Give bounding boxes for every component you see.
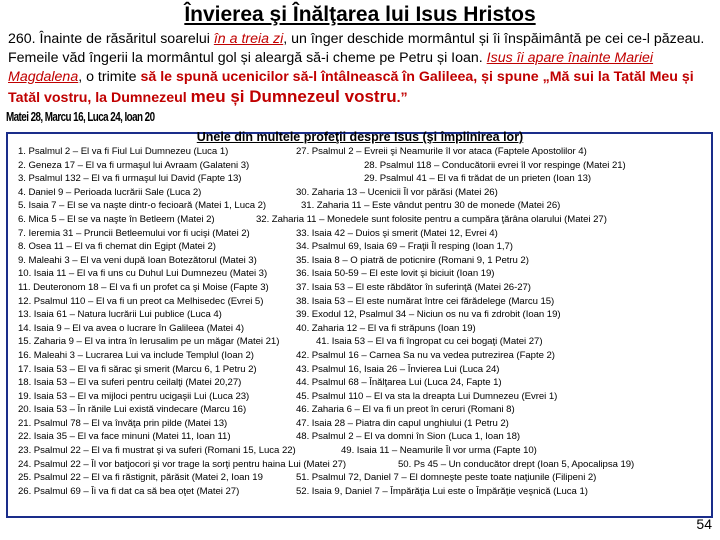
prophecy-right: 33. Isaia 42 – Duios şi smerit (Matei 12, Evrei 4) [296,227,498,239]
prophecy-right: 38. Isaia 53 – El este numărat între cei fărădelege (Marcu 15) [296,295,555,307]
prophecy-left: 2. Geneza 17 – El va fi urmaşul lui Avraam (Galateni 3) [18,159,250,171]
intro-end: .” [396,90,408,106]
prophecy-left: 5. Isaia 7 – El se va naşte dintr-o fecioară (Matei 1, Luca 2) [18,200,267,212]
intro-highlight-2: Isus îi apare înainte Mariei Magdalena [8,50,654,85]
prophecy-left: 14. Isaia 9 – El va avea o lucrare în Galileea (Matei 4) [18,322,244,334]
prophecy-right: 39. Exodul 12, Psalmul 34 – Niciun os nu va fi zdrobit (Ioan 19) [296,309,561,321]
prophecy-left: 11. Deuteronom 18 – El va fi un profet ca şi Moise (Fapte 3) [18,281,269,293]
list-item [18,417,710,431]
prophecy-left: 24. Psalmul 22 – Îl vor batjocori şi vor trage la sorţi pentru haina Lui (Matei 27) [18,458,347,470]
list-item [18,349,710,363]
prophecy-left: 26. Psalmul 69 – Îi va fi dat ca să bea oţet (Matei 27) [18,485,240,497]
prophecy-left: 25. Psalmul 22 – El va fi răstignit, părăsit (Matei 2, Ioan 19 [18,472,263,484]
page-number: 54 [696,516,712,532]
intro-paragraph [8,30,714,108]
list-item [18,458,710,472]
prophecy-right: 42. Psalmul 16 – Carnea Sa nu va vedea putrezirea (Fapte 2) [296,349,555,361]
list-item [18,376,710,390]
list-item [18,267,710,281]
prophecy-right: 48. Psalmul 2 – El va domni în Sion (Luca 1, Ioan 18) [296,431,520,443]
list-item [18,471,710,485]
list-item [18,390,710,404]
prophecies-title: Unele din multele profeţii despre Isus (şi împlinirea lor) [196,130,524,144]
prophecy-right: 35. Isaia 8 – O piatră de poticnire (Romani 9, 1 Petru 2) [296,254,529,266]
prophecy-left: 9. Maleahi 3 – El va veni după Ioan Botezătorul (Matei 3) [18,254,257,266]
prophecy-right: 45. Psalmul 110 – El va sta la dreapta Lui Dumnezeu (Evrei 1) [296,390,558,402]
list-item [18,403,710,417]
prophecy-left: 10. Isaia 11 – El va fi uns cu Duhul Lui Dumnezeu (Matei 3) [18,268,268,280]
prophecy-left: 8. Osea 11 – El va fi chemat din Egipt (Matei 2) [18,241,216,253]
list-item [18,430,710,444]
list-item [18,485,710,499]
prophecy-right: 27. Psalmul 2 – Evreii şi Neamurile îl vor ataca (Faptele Apostolilor 4) [296,146,587,157]
prophecy-left: 3. Psalmul 132 – El va fi urmaşul lui David (Fapte 13) [18,173,242,185]
prophecies-list [18,145,710,498]
prophecy-right: 47. Isaia 28 – Piatra din capul unghiului (1 Petru 2) [296,417,509,429]
list-item [18,308,710,322]
prophecy-right: 41. Isaia 53 – El va fi îngropat cu cei bogaţi (Matei 27) [316,336,543,348]
prophecy-left: 12. Psalmul 110 – El va fi un preot ca Melhisedec (Evrei 5) [18,295,264,307]
prophecy-right: 40. Zaharia 12 – El va fi străpuns (Ioan 19) [296,322,476,334]
prophecy-left: 19. Isaia 53 – El va mijloci pentru ucigaşii Lui (Luca 23) [18,390,250,402]
prophecy-left: 23. Psalmul 22 – El va fi mustrat şi va suferi (Romani 15, Luca 22) [18,445,296,457]
prophecy-left: 15. Zaharia 9 – El va intra în Ierusalim pe un măgar (Matei 21) [18,336,280,348]
prophecy-right: 29. Psalmul 41 – El va fi trădat de un prieten (Ioan 13) [364,173,592,185]
list-item [18,145,710,159]
prophecy-right: 37. Isaia 53 – El este răbdător în suferinţă (Matei 26-27) [296,281,531,293]
list-item [18,213,710,227]
prophecy-left: 6. Mica 5 – El se va naşte în Betleem (Matei 2) [18,213,215,225]
prophecy-right: 36. Isaia 50-59 – El este lovit şi biciuit (Ioan 19) [296,268,495,280]
prophecy-right: 52. Isaia 9, Daniel 7 – Împărăţia Lui este o Împărăţie veşnică (Luca 1) [296,485,588,497]
prophecy-right: 49. Isaia 11 – Neamurile Îl vor urma (Fapte 10) [341,445,537,457]
prophecy-right: 28. Psalmul 118 – Conducătorii evrei îl vor respinge (Matei 21) [364,159,626,171]
list-item [18,335,710,349]
list-item [18,186,710,200]
intro-text-3: , o trimite [78,69,141,85]
prophecy-right: 31. Zaharia 11 – Este vândut pentru 30 de monede (Matei 26) [301,200,561,212]
list-item [18,159,710,173]
prophecy-right: 32. Zaharia 11 – Monedele sunt folosite pentru a cumpăra ţărâna olarului (Matei 27) [256,213,607,225]
prophecy-right: 44. Psalmul 68 – Înălţarea Lui (Luca 24, Fapte 1) [296,377,502,389]
intro-bold: să le spună ucenicilor să-l întâlnească în Galileea, și spune „Mă sui la Tatăl Meu și Tatăl vostru, la Dumnezeul [8,69,694,106]
intro-text-2: , un înger deschide mormântul și îi înspăimântă pe cei ce-l păzeau. Femeile văd îngerii la mormântul gol și aleargă să-i cheme pe Petru și Ioan. [8,31,705,66]
prophecy-left: 22. Isaia 35 – El va face minuni (Matei 11, Ioan 11) [18,431,231,443]
prophecy-right: 50. Ps 45 – Un conducător drept (Ioan 5, Apocalipsa 19) [398,458,635,470]
list-item [18,172,710,186]
list-item [18,363,710,377]
prophecy-right: 30. Zaharia 13 – Ucenicii Îl vor părăsi (Matei 26) [296,186,498,198]
prophecy-left: 21. Psalmul 78 – El va învăţa prin pilde (Matei 13) [18,417,228,429]
prophecy-right: 46. Zaharia 6 – El va fi un preot în ceruri (Romani 8) [296,404,515,416]
prophecy-left: 20. Isaia 53 – În rănile Lui există vindecare (Marcu 16) [18,404,247,416]
prophecy-right: 43. Psalmul 16, Isaia 26 – Învierea Lui (Luca 24) [296,363,500,375]
prophecy-left: 17. Isaia 53 – El va fi sărac şi smerit (Marcu 6, 1 Petru 2) [18,363,257,375]
list-item [18,199,710,213]
prophecy-left: 4. Daniel 9 – Perioada lucrării Sale (Luca 2) [18,186,202,198]
list-item [18,281,710,295]
intro-highlight-1: în a treia zi [213,31,284,47]
scripture-references: Matei 28, Marcu 16, Luca 24, Ioan 20 [6,110,155,124]
page-title: Învierea şi Înălţarea lui Isus Hristos [184,3,536,26]
prophecy-right: 34. Psalmul 69, Isaia 69 – Fraţii Îl resping (Ioan 1,7) [296,241,513,253]
list-item [18,240,710,254]
prophecy-left: 16. Maleahi 3 – Lucrarea Lui va include Templul (Ioan 2) [18,349,254,361]
prophecy-left: 1. Psalmul 2 – El va fi Fiul Lui Dumnezeu (Luca 1) [18,146,229,157]
list-item [18,254,710,268]
list-item [18,322,710,336]
list-item [18,295,710,309]
list-item [18,444,710,458]
intro-text-1: 260. Înainte de răsăritul soarelui [8,31,214,47]
prophecy-left: 7. Ieremia 31 – Pruncii Betleemului vor fi ucişi (Matei 2) [18,227,250,239]
prophecy-right: 51. Psalmul 72, Daniel 7 – El domneşte peste toate naţiunile (Filipeni 2) [296,472,597,484]
prophecy-left: 18. Isaia 53 – El va suferi pentru ceilalţi (Matei 20,27) [18,377,242,389]
prophecy-left: 13. Isaia 61 – Natura lucrării Lui publice (Luca 4) [18,309,222,321]
intro-big: meu și Dumnezeul vostru [190,87,397,106]
list-item [18,227,710,241]
